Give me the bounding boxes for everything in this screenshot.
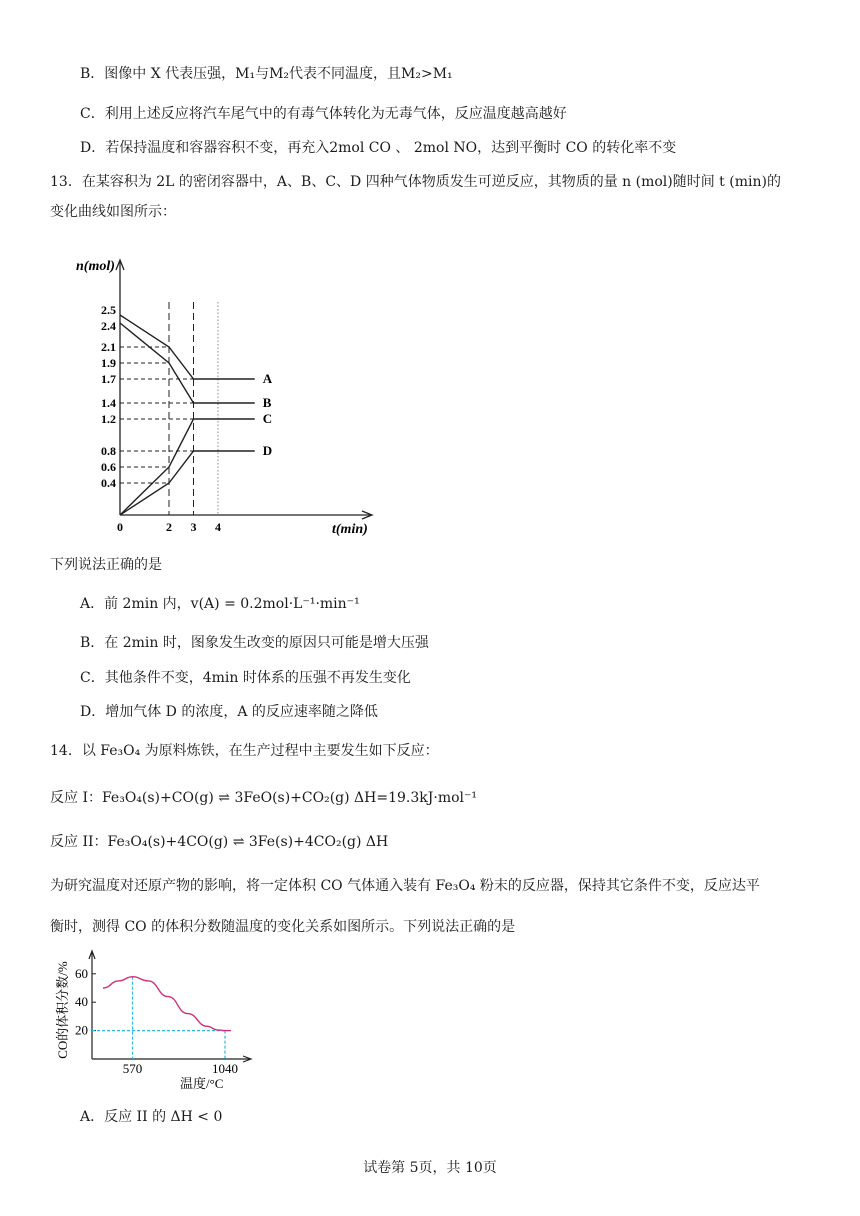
series-line-A xyxy=(120,315,255,379)
y-axis-label: n(mol) xyxy=(76,259,115,274)
series-label-A: A xyxy=(262,371,273,386)
x-tick-label: 0 xyxy=(117,520,123,534)
y-tick-label: 2.4 xyxy=(101,319,116,333)
q12-option-c: C．利用上述反应将汽车尾气中的有毒气体转化为无毒气体，反应温度越高越好 xyxy=(80,106,567,122)
x-axis-label: 温度/°C xyxy=(180,1076,224,1091)
q14-chart xyxy=(50,948,260,1093)
x-tick-label: 570 xyxy=(122,1061,143,1076)
x-tick-label: 1040 xyxy=(212,1061,238,1076)
q13-option-a: A．前 2min 内，v(A) = 0.2mol·L⁻¹·min⁻¹ xyxy=(80,596,360,612)
y-tick-label: 0.6 xyxy=(101,460,116,474)
y-tick-label: 0.4 xyxy=(101,476,116,490)
y-tick-label: 2.5 xyxy=(101,303,116,317)
y-tick-label: 1.7 xyxy=(101,372,116,386)
y-tick-label: 40 xyxy=(75,994,88,1010)
q14-stem: 14．以 Fe₃O₄ 为原料炼铁，在生产过程中主要发生如下反应： xyxy=(50,743,439,759)
y-tick-label: 1.2 xyxy=(101,412,116,426)
y-tick-label: 2.1 xyxy=(101,340,116,354)
q12-option-b: B．图像中 X 代表压强，M₁与M₂代表不同温度，且M₂>M₁ xyxy=(80,66,453,82)
co-fraction-curve xyxy=(103,977,231,1031)
x-tick-label: 4 xyxy=(215,520,221,534)
x-axis-label: t(min) xyxy=(332,522,368,537)
y-axis-label: CO的体积分数/% xyxy=(55,961,70,1059)
y-tick-label: 20 xyxy=(75,1022,88,1038)
q13-option-c: C．其他条件不变，4min 时体系的压强不再发生变化 xyxy=(80,670,411,686)
q14-option-a: A．反应 II 的 ΔH < 0 xyxy=(80,1109,223,1125)
q14-reaction-2: 反应 II：Fe₃O₄(s)+4CO(g) ⇌ 3Fe(s)+4CO₂(g) ΔH xyxy=(50,834,389,850)
q14-desc-line1: 为研究温度对还原产物的影响，将一定体积 CO 气体通入装有 Fe₃O₄ 粉末的反应器，保持其它条件不变，反应达平 xyxy=(50,878,760,894)
series-line-B xyxy=(120,323,255,403)
y-tick-label: 60 xyxy=(75,965,88,981)
y-tick-label: 1.9 xyxy=(101,356,116,370)
series-line-D xyxy=(120,451,255,515)
series-label-B: B xyxy=(262,395,272,410)
series-label-D: D xyxy=(262,443,273,458)
q12-option-d: D．若保持温度和容器容积不变，再充入2mol CO 、 2mol NO，达到平衡时 CO 的转化率不变 xyxy=(80,140,677,156)
y-tick-label: 0.8 xyxy=(101,444,116,458)
x-tick-label: 3 xyxy=(190,520,197,534)
series-label-C: C xyxy=(262,411,273,426)
q13-option-b: B．在 2min 时，图象发生改变的原因只可能是增大压强 xyxy=(80,635,429,651)
series-line-C xyxy=(120,419,255,515)
y-tick-label: 1.4 xyxy=(101,396,116,410)
q13-stem-line1: 13．在某容积为 2L 的密闭容器中，A、B、C、D 四种气体物质发生可逆反应，其物质的量 n (mol)随时间 t (min)的 xyxy=(50,174,781,190)
q13-stem-line2: 变化曲线如图所示： xyxy=(50,204,176,220)
page-footer: 试卷第 5页，共 10页 xyxy=(363,1160,497,1176)
q13-chart xyxy=(70,250,390,540)
q13-prompt: 下列说法正确的是 xyxy=(50,557,162,573)
q13-option-d: D．增加气体 D 的浓度，A 的反应速率随之降低 xyxy=(80,704,378,720)
x-tick-label: 2 xyxy=(166,520,172,534)
q14-desc-line2: 衡时，测得 CO 的体积分数随温度的变化关系如图所示。下列说法正确的是 xyxy=(50,919,516,935)
q14-reaction-1: 反应 I：Fe₃O₄(s)+CO(g) ⇌ 3FeO(s)+CO₂(g) ΔH=19.3kJ·mol⁻¹ xyxy=(50,790,478,806)
